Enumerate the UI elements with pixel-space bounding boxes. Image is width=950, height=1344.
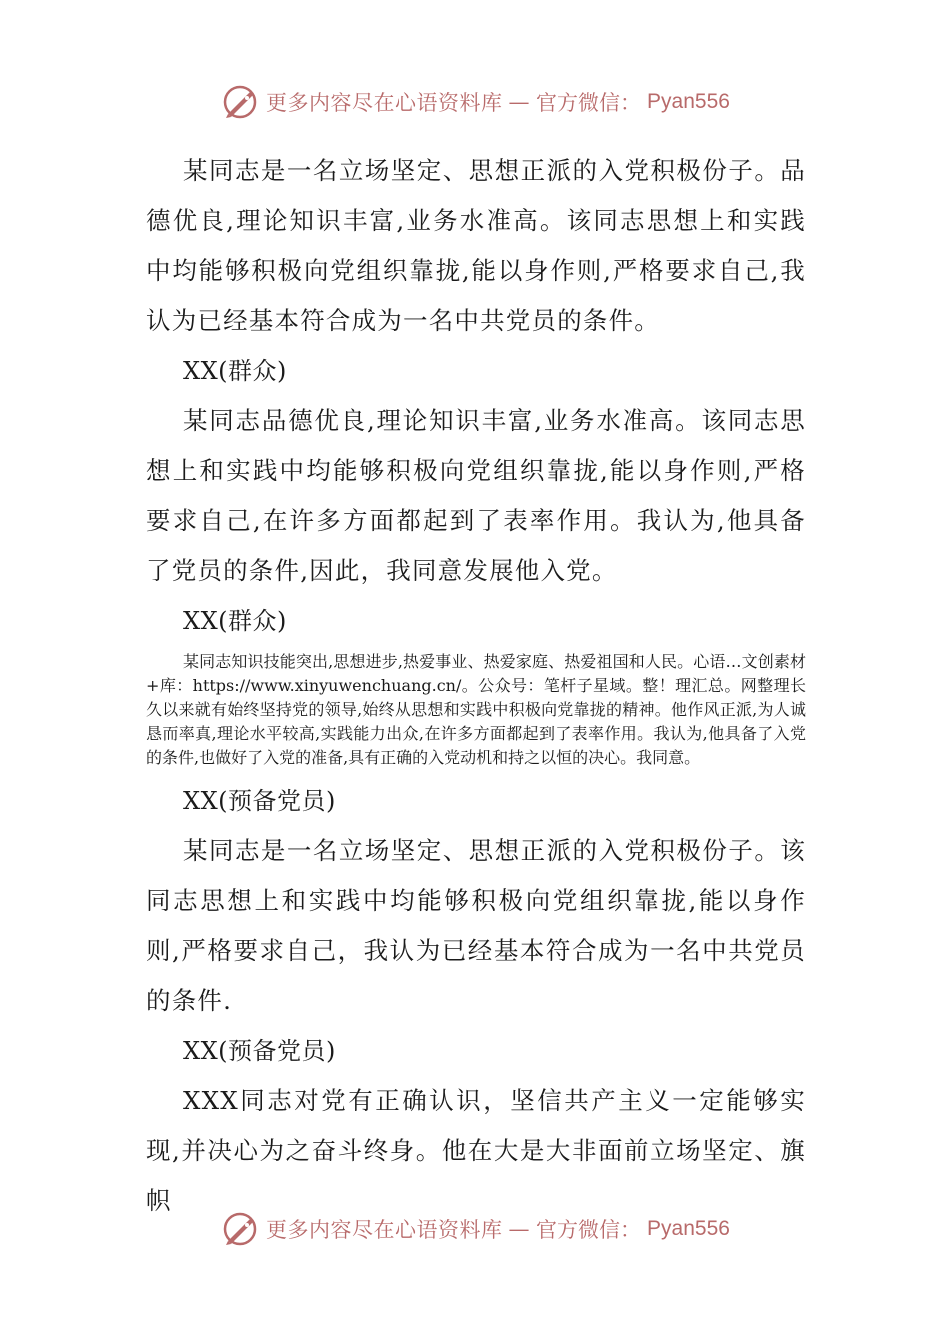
footer-banner xyxy=(0,1207,950,1251)
pen-logo-icon xyxy=(220,1209,260,1249)
footer-banner-text: 更多内容尽在心语资料库 xyxy=(266,1218,503,1242)
header-banner xyxy=(0,80,950,124)
pen-logo-icon xyxy=(220,82,260,122)
header-wechat-id: Pyan556 xyxy=(647,90,730,113)
signature-3: XX(预备党员) xyxy=(183,787,336,815)
paragraph-1: 某同志是一名立场坚定、思想正派的入党积极份子。品德优良,理论知识丰富,业务水准高。该同志思想上和实践中均能够积极向党组织靠拢,能以身作则,严格要求自己,我认为已经基本符合成为一名中共党员的条件。 xyxy=(146,156,806,335)
signature-1: XX(群众) xyxy=(183,357,287,385)
paragraph-3: 某同志知识技能突出,思想进步,热爱事业、热爱家庭、热爱祖国和人民。心语…文创素材+库：https://www.xinyuwenchuang.cn/。公众号：笔杆子星域。整！理汇总。网整理长久以来就有始终坚持党的领导,始终从思想和实践中积极向党靠拢的精神。他作风正派,为人诚恳而率真,理论水平较高,实践能力出众,在许多方面都起到了表率作用。我认为,他具备了入党的条件,也做好了入党的准备,具有正确的入党动机和持之以恒的决心。我同意。 xyxy=(146,652,806,767)
footer-banner-dash: — xyxy=(508,1217,531,1241)
footer-wechat-id: Pyan556 xyxy=(647,1217,730,1240)
header-banner-text: 更多内容尽在心语资料库 xyxy=(266,91,503,115)
signature-4: XX(预备党员) xyxy=(183,1037,336,1065)
footer-wechat-label: 官方微信： xyxy=(536,1218,642,1242)
paragraph-5: XXX同志对党有正确认识，坚信共产主义一定能够实现,并决心为之奋斗终身。他在大是大非面前立场坚定、旗帜 xyxy=(146,1086,806,1215)
header-banner-dash: — xyxy=(508,90,531,114)
signature-2: XX(群众) xyxy=(183,607,287,635)
paragraph-2: 某同志品德优良,理论知识丰富,业务水准高。该同志思想上和实践中均能够积极向党组织靠拢,能以身作则,严格要求自己,在许多方面都起到了表率作用。我认为,他具备了党员的条件,因此，我同意发展他入党。 xyxy=(146,406,806,585)
document-body xyxy=(146,146,806,1226)
header-wechat-label: 官方微信： xyxy=(536,91,642,115)
paragraph-4: 某同志是一名立场坚定、思想正派的入党积极份子。该同志思想上和实践中均能够积极向党组织靠拢,能以身作则,严格要求自己，我认为已经基本符合成为一名中共党员的条件. xyxy=(146,836,806,1015)
